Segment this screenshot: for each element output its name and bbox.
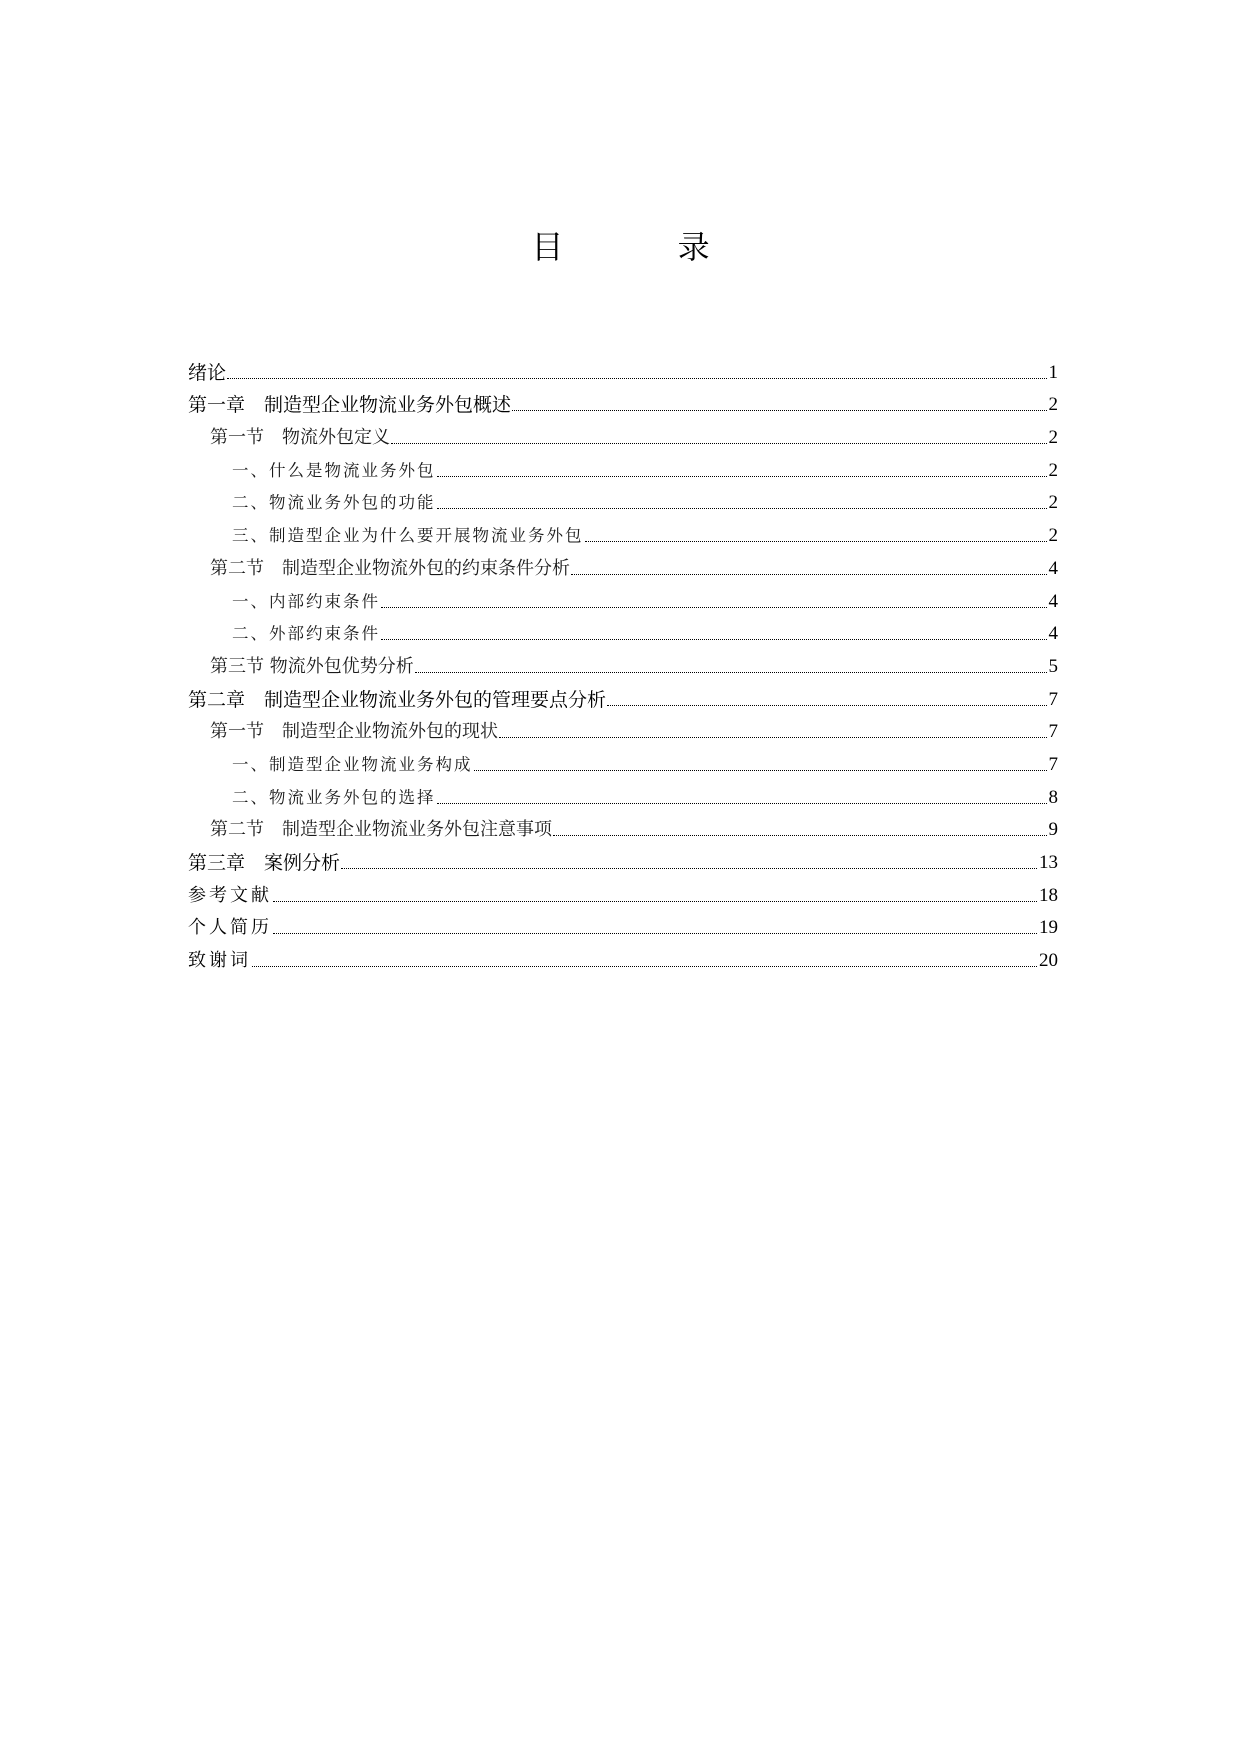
toc-dot-leader bbox=[415, 672, 1047, 673]
toc-dot-leader bbox=[512, 410, 1046, 411]
toc-entry-label: 第一节 物流外包定义 bbox=[210, 427, 390, 449]
toc-entry-label: 第一节 制造型企业物流外包的现状 bbox=[210, 721, 498, 743]
toc-entry-label: 第二章 制造型企业物流业务外包的管理要点分析 bbox=[188, 688, 607, 711]
toc-entry-label: 三、制造型企业为什么要开展物流业务外包 bbox=[232, 526, 584, 546]
toc-entry-label: 二、物流业务外包的选择 bbox=[232, 787, 436, 807]
toc-entry-label: 绪论 bbox=[188, 361, 227, 384]
toc-entry[interactable] bbox=[188, 416, 1058, 449]
toc-entry-label: 二、外部约束条件 bbox=[232, 624, 380, 644]
toc-entry-page-number: 2 bbox=[1048, 427, 1058, 449]
toc-entry-page-number: 13 bbox=[1039, 852, 1058, 873]
toc-entry-label: 一、内部约束条件 bbox=[232, 591, 380, 611]
toc-dot-leader bbox=[553, 835, 1047, 836]
toc-dot-leader bbox=[437, 508, 1047, 509]
toc-entry[interactable] bbox=[188, 580, 1058, 613]
toc-entry-page-number: 7 bbox=[1048, 721, 1058, 743]
toc-entry-page-number: 5 bbox=[1048, 655, 1058, 677]
toc-entry[interactable] bbox=[188, 907, 1058, 940]
toc-dot-leader bbox=[273, 901, 1037, 902]
toc-entry-label: 致谢词 bbox=[188, 950, 251, 972]
toc-dot-leader bbox=[341, 868, 1037, 869]
toc-entry[interactable] bbox=[188, 351, 1058, 384]
toc-entry-page-number: 20 bbox=[1039, 950, 1058, 972]
toc-entry-page-number: 7 bbox=[1048, 753, 1058, 775]
toc-dot-leader bbox=[381, 607, 1047, 608]
toc-entry-page-number: 4 bbox=[1048, 623, 1058, 645]
toc-entry[interactable] bbox=[188, 743, 1058, 776]
toc-entry[interactable] bbox=[188, 809, 1058, 842]
toc-entry[interactable] bbox=[188, 613, 1058, 646]
toc-entry-page-number: 18 bbox=[1039, 884, 1058, 906]
table-of-contents bbox=[188, 351, 1058, 972]
toc-entry-page-number: 1 bbox=[1048, 361, 1058, 383]
toc-entry[interactable] bbox=[188, 776, 1058, 809]
toc-entry[interactable] bbox=[188, 841, 1058, 874]
toc-dot-leader bbox=[474, 770, 1047, 771]
toc-entry-label: 第三章 案例分析 bbox=[188, 852, 341, 874]
toc-entry-page-number: 4 bbox=[1048, 590, 1058, 612]
toc-entry-page-number: 9 bbox=[1048, 819, 1058, 841]
toc-dot-leader bbox=[381, 639, 1047, 640]
toc-dot-leader bbox=[273, 933, 1037, 934]
toc-entry[interactable] bbox=[188, 678, 1058, 711]
toc-entry-page-number: 4 bbox=[1048, 557, 1058, 579]
toc-dot-leader bbox=[585, 541, 1047, 542]
toc-entry-label: 第二节 制造型企业物流外包的约束条件分析 bbox=[210, 557, 570, 579]
toc-entry[interactable] bbox=[188, 384, 1058, 417]
toc-entry-page-number: 2 bbox=[1048, 459, 1058, 481]
toc-entry-label: 第一章 制造型企业物流业务外包概述 bbox=[188, 394, 512, 417]
toc-entry-page-number: 2 bbox=[1048, 525, 1058, 547]
toc-dot-leader bbox=[499, 737, 1047, 738]
toc-entry-page-number: 7 bbox=[1048, 688, 1058, 710]
toc-dot-leader bbox=[252, 966, 1037, 967]
toc-entry-label: 第二节 制造型企业物流业务外包注意事项 bbox=[210, 819, 552, 841]
toc-entry[interactable] bbox=[188, 514, 1058, 547]
toc-entry[interactable] bbox=[188, 482, 1058, 515]
toc-entry-label: 一、什么是物流业务外包 bbox=[232, 460, 436, 480]
toc-entry-page-number: 8 bbox=[1048, 786, 1058, 808]
toc-entry-label: 一、制造型企业物流业务构成 bbox=[232, 754, 473, 774]
toc-dot-leader bbox=[227, 378, 1046, 379]
toc-dot-leader bbox=[391, 443, 1047, 444]
toc-entry-page-number: 19 bbox=[1039, 917, 1058, 939]
toc-entry[interactable] bbox=[188, 874, 1058, 907]
toc-entry-page-number: 2 bbox=[1048, 394, 1058, 416]
toc-entry-label: 参考文献 bbox=[188, 884, 272, 906]
toc-entry-label: 二、物流业务外包的功能 bbox=[232, 493, 436, 513]
toc-entry[interactable] bbox=[188, 711, 1058, 744]
toc-entry[interactable] bbox=[188, 645, 1058, 678]
toc-entry-label: 个人简历 bbox=[188, 917, 272, 939]
toc-dot-leader bbox=[437, 476, 1047, 477]
toc-entry[interactable] bbox=[188, 547, 1058, 580]
toc-dot-leader bbox=[607, 705, 1046, 706]
toc-entry-page-number: 2 bbox=[1048, 492, 1058, 514]
toc-entry[interactable] bbox=[188, 939, 1058, 972]
toc-entry-label: 第三节 物流外包优势分析 bbox=[210, 655, 414, 677]
toc-dot-leader bbox=[571, 574, 1047, 575]
toc-title: 目 录 bbox=[531, 228, 762, 267]
toc-dot-leader bbox=[437, 803, 1047, 804]
toc-entry[interactable] bbox=[188, 449, 1058, 482]
